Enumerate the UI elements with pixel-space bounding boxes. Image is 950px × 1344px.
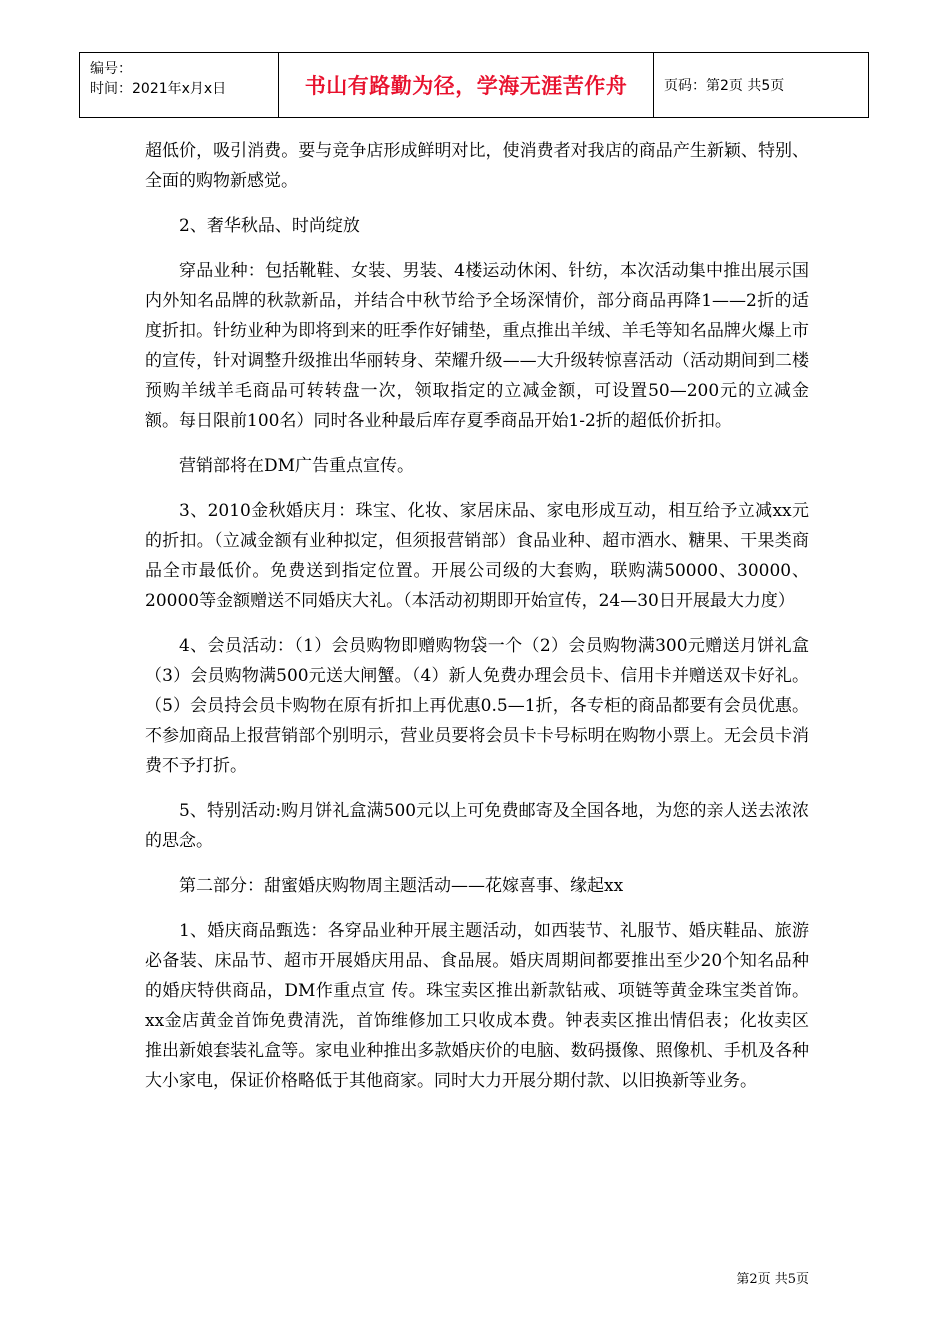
time-label: 时间：2021年x月x日 bbox=[90, 81, 227, 97]
motto-text: 书山有路勤为径，学海无涯苦作舟 bbox=[304, 74, 628, 98]
serial-label: 编号： bbox=[90, 61, 132, 77]
footer-page-number: 第2页 共5页 bbox=[736, 1272, 809, 1287]
header-meta bbox=[80, 53, 279, 117]
page-footer bbox=[736, 1268, 809, 1287]
paragraph: 2、奢华秋品、时尚绽放 bbox=[179, 216, 360, 236]
paragraph: 穿品业种：包括靴鞋、女装、男装、4楼运动休闲、针纺，本次活动集中推出展示国内外知名品牌的秋款新品，并结合中秋节给予全场深情价，部分商品再降1——2折的适度折扣。针纺业种为即将到来的旺季作好铺垫，重点推出羊绒、羊毛等知名品牌火爆上市的宣传，针对调整升级推出华丽转身、荣耀升级——大升级转惊喜活动（活动期间到二楼预购羊绒羊毛商品可转转盘一次，领取指定的立减金额，可设置50—200元的立减金额。每日限前100名）同时各业种最后库存夏季商品开始1-2折的超低价折扣。 bbox=[145, 261, 809, 431]
header-page-number: 页码：第2页 共5页 bbox=[664, 78, 785, 94]
paragraph: 4、会员活动：（1）会员购物即赠购物袋一个（2）会员购物满300元赠送月饼礼盒（3）会员购物满500元送大闸蟹。（4）新人免费办理会员卡、信用卡并赠送双卡好礼。（5）会员持会员卡购物在原有折扣上再优惠0.5—1折，各专柜的商品都要有会员优惠。不参加商品上报营销部个别明示，营业员要将会员卡卡号标明在购物小票上。无会员卡消费不予打折。 bbox=[145, 636, 809, 776]
header-motto bbox=[279, 53, 654, 117]
paragraph: 超低价，吸引消费。要与竞争店形成鲜明对比，使消费者对我店的商品产生新颖、特别、全面的购物新感觉。 bbox=[145, 141, 809, 191]
header-page-info bbox=[654, 53, 868, 117]
paragraph: 营销部将在DM广告重点宣传。 bbox=[179, 456, 415, 476]
document-body bbox=[145, 136, 809, 1111]
section-heading: 第二部分：甜蜜婚庆购物周主题活动——花嫁喜事、缘起xx bbox=[179, 876, 624, 896]
paragraph: 3、2010金秋婚庆月：珠宝、化妆、家居床品、家电形成互动，相互给予立减xx元的折扣。（立减金额有业种拟定，但须报营销部）食品业种、超市酒水、糖果、干果类商品全市最低价。免费送到指定位置。开展公司级的大套购，联购满50000、30000、20000等金额赠送不同婚庆大礼。（本活动初期即开始宣传，24—30日开展最大力度） bbox=[145, 501, 809, 611]
page-header bbox=[79, 52, 869, 118]
paragraph: 1、婚庆商品甄选：各穿品业种开展主题活动，如西装节、礼服节、婚庆鞋品、旅游必备装、床品节、超市开展婚庆用品、食品展。婚庆周期间都要推出至少20个知名品种的婚庆特供商品，DM作重点宣 传。珠宝卖区推出新款钻戒、项链等黄金珠宝类首饰。xx金店黄金首饰免费清洗，首饰维修加工只收成本费。钟表卖区推出情侣表；化妆卖区推出新娘套装礼盒等。家电业种推出多款婚庆价的电脑、数码摄像、照像机、手机及各种大小家电，保证价格略低于其他商家。同时大力开展分期付款、以旧换新等业务。 bbox=[145, 921, 809, 1091]
paragraph: 5、特别活动:购月饼礼盒满500元以上可免费邮寄及全国各地，为您的亲人送去浓浓的思念。 bbox=[145, 801, 809, 851]
